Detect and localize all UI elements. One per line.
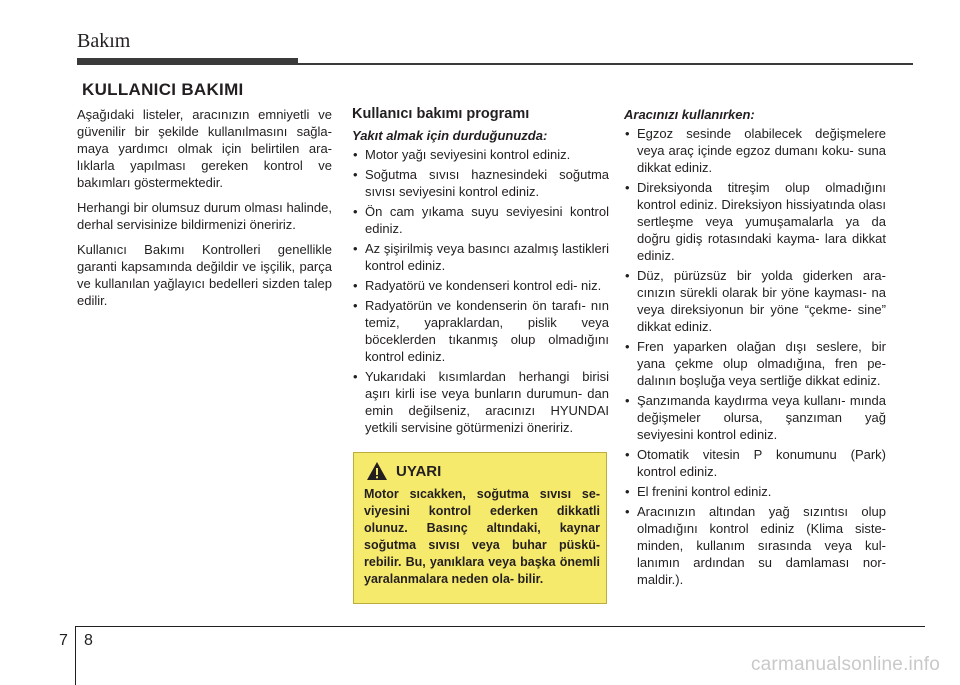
driving-column bbox=[624, 106, 886, 591]
list-item: • Egzoz sesinde olabilecek değişmelere veya araç içinde egzoz dumanı koku- suna dikkat ediniz. bbox=[624, 125, 886, 176]
list-item: • Direksiyonda titreşim olup olmadığını kontrol ediniz. Direksiyon hissiyatında olası sertleşme veya yumuşamalarla ya da doğru gidiş rotasındaki kayma- lara dikkat ediniz. bbox=[624, 179, 886, 264]
header-rule-thin bbox=[298, 63, 913, 65]
fuel-stop-heading: Yakıt almak için durduğunuzda: bbox=[352, 128, 548, 143]
warning-title: UYARI bbox=[396, 462, 442, 480]
program-title: Kullanıcı bakımı programı bbox=[352, 106, 530, 122]
warning-header bbox=[366, 461, 441, 481]
list-item: • Şanzımanda kaydırma veya kullanı- mında değişmeler olursa, şanzıman yağ seviyesini kontrol ediniz. bbox=[624, 392, 886, 443]
section-title: KULLANICI BAKIMI bbox=[82, 80, 244, 99]
list-item: • Yukarıdaki kısımlardan herhangi birisi aşırı kirli ise veya bunların durumun- dan emin değilseniz, aracınızı HYUNDAI yetkili servisine götürmenizi öneririz. bbox=[352, 368, 609, 436]
intro-paragraph: Aşağıdaki listeler, aracınızın emniyetli ve güvenilir bir şekilde kullanılmasını sağla- maya yardımcı olmak için belirtilen ara- lıklarla yapılması gereken kontrol ve bakımları göstermektedir. bbox=[77, 107, 332, 190]
program-column bbox=[352, 106, 609, 439]
list-item: • Az şişirilmiş veya basıncı azalmış lastikleri kontrol ediniz. bbox=[352, 240, 609, 274]
warning-triangle-icon bbox=[366, 461, 388, 481]
intro-column bbox=[77, 106, 332, 317]
list-item: • Soğutma sıvısı haznesindeki soğutma sıvısı seviyesini kontrol ediniz. bbox=[352, 166, 609, 200]
intro-paragraph: Herhangi bir olumsuz durum olması halinde, derhal servisinize bildirmenizi öneririz. bbox=[77, 200, 332, 232]
list-item: • Düz, pürüzsüz bir yolda giderken ara- cınızın sürekli olarak bir yöne kayması- na veya direksiyonun bir yöne “çekme- sine” dikkat ediniz. bbox=[624, 267, 886, 335]
list-item: • Radyatörün ve kondenserin ön tarafı- nın temiz, yapraklardan, pislik veya böceklerden tıkanmış olup olmadığını kontrol ediniz. bbox=[352, 297, 609, 365]
list-item: • Otomatik vitesin P konumunu (Park) kontrol ediniz. bbox=[624, 446, 886, 480]
header-title: Bakım bbox=[77, 30, 131, 52]
footer-rule bbox=[75, 626, 925, 627]
list-item: • Ön cam yıkama suyu seviyesini kontrol ediniz. bbox=[352, 203, 609, 237]
driving-heading: Aracınızı kullanırken: bbox=[624, 107, 755, 122]
warning-box bbox=[353, 452, 607, 604]
driving-list bbox=[624, 125, 886, 588]
warning-text: Motor sıcakken, soğutma sıvısı se- viyesini kontrol ederken dikkatli olunuz. Basınç altındaki, kaynar soğutma sıvısı veya buhar püskü- rebilir. Bu, yanıklara veya başka önemli yaralanmalara neden ola- bilir. bbox=[364, 487, 600, 586]
footer-divider bbox=[75, 626, 76, 685]
watermark: carmanualsonline.info bbox=[750, 654, 940, 675]
intro-paragraph: Kullanıcı Bakımı Kontrolleri genellikle garanti kapsamında değildir ve işçilik, parça ve kullanılan yağlayıcı bedelleri sizden talep edilir. bbox=[77, 242, 332, 308]
list-item: • Aracınızın altından yağ sızıntısı olup olmadığını kontrol ediniz (Klima siste- minden, kullanım sırasında veya kul- lanımın ardından su damlaması nor- maldir.). bbox=[624, 503, 886, 588]
list-item: • Motor yağı seviyesini kontrol ediniz. bbox=[352, 146, 609, 163]
list-item: • Radyatörü ve kondenseri kontrol edi- niz. bbox=[352, 277, 609, 294]
page-number: 8 bbox=[84, 632, 93, 649]
list-item: • El frenini kontrol ediniz. bbox=[624, 483, 886, 500]
header-rule-thick bbox=[77, 58, 298, 65]
fuel-stop-list bbox=[352, 146, 609, 436]
list-item: • Fren yaparken olağan dışı seslere, bir yana çekme olup olmadığına, fren pe- dalının boşluğa veya sertliğe dikkat ediniz. bbox=[624, 338, 886, 389]
chapter-number: 7 bbox=[59, 632, 68, 649]
